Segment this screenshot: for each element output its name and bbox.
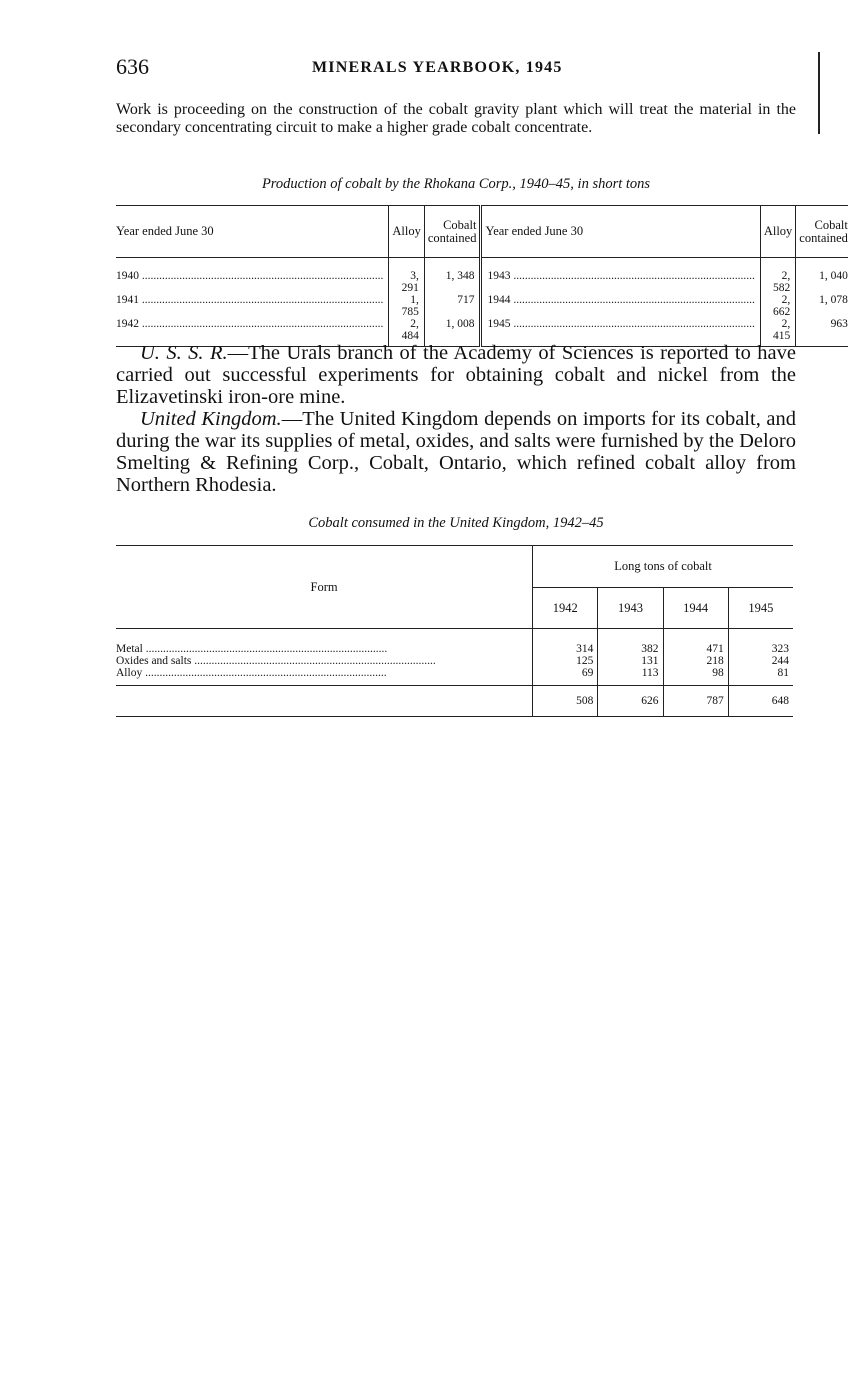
cobalt-cell: 963 bbox=[796, 318, 848, 347]
country-heading: United Kingdom. bbox=[140, 408, 282, 430]
paragraph-text: —The Urals branch of the Academy of Sciences is reported to have carried out successful experiments for obtaining cobalt and nickel from the Elizavetinski iron-ore mine. bbox=[116, 342, 797, 408]
column-header-alloy: Alloy bbox=[389, 206, 424, 258]
leader-dots bbox=[510, 270, 754, 282]
year-label: 1942 bbox=[116, 318, 139, 330]
table-header-row bbox=[116, 546, 793, 588]
value-cell: 218 bbox=[663, 655, 728, 667]
value-cell: 113 bbox=[598, 667, 663, 686]
table-2-caption: Cobalt consumed in the United Kingdom, 1942–45 bbox=[308, 515, 604, 531]
column-header-year: 1944 bbox=[663, 588, 728, 629]
cobalt-cell: 1, 348 bbox=[424, 258, 481, 295]
total-label-cell bbox=[116, 686, 533, 717]
year-cell bbox=[481, 294, 760, 318]
value-cell: 244 bbox=[728, 655, 793, 667]
table-row bbox=[116, 655, 793, 667]
column-header-year: 1945 bbox=[728, 588, 793, 629]
page-header bbox=[116, 54, 796, 84]
column-header-alloy: Alloy bbox=[760, 206, 795, 258]
country-heading: U. S. S. R. bbox=[140, 342, 228, 364]
year-label: 1940 bbox=[116, 270, 139, 282]
column-header-cobalt: Cobalt contained bbox=[796, 206, 848, 258]
value-cell: 98 bbox=[663, 667, 728, 686]
leader-dots bbox=[139, 270, 383, 282]
value-cell: 323 bbox=[728, 629, 793, 656]
year-label: 1944 bbox=[487, 294, 511, 306]
total-cell: 508 bbox=[533, 686, 598, 717]
table-row bbox=[116, 667, 793, 686]
total-cell: 787 bbox=[663, 686, 728, 717]
leader-dots bbox=[143, 643, 387, 655]
value-cell: 69 bbox=[533, 667, 598, 686]
table-row bbox=[116, 294, 848, 318]
leader-dots bbox=[139, 318, 383, 330]
table-total-row bbox=[116, 686, 793, 717]
alloy-cell: 2, 415 bbox=[760, 318, 795, 347]
cobalt-cell: 717 bbox=[424, 294, 481, 318]
total-cell: 626 bbox=[598, 686, 663, 717]
total-cell: 648 bbox=[728, 686, 793, 717]
column-header-year: Year ended June 30 bbox=[116, 206, 389, 258]
table-1-caption: Production of cobalt by the Rhokana Corp., 1940–45, in short tons bbox=[261, 176, 651, 192]
leader-dots bbox=[139, 294, 383, 306]
alloy-cell: 2, 484 bbox=[389, 318, 424, 347]
column-header-year: 1942 bbox=[533, 588, 598, 629]
cobalt-cell: 1, 040 bbox=[796, 258, 848, 295]
table-row bbox=[116, 629, 793, 656]
year-label: 1945 bbox=[487, 318, 511, 330]
paragraph-gravity-plant: Work is proceeding on the construction of the cobalt gravity plant which will treat the material in the secondary concentrating circuit to make a higher grade cobalt concentrate. bbox=[116, 101, 796, 136]
value-cell: 382 bbox=[598, 629, 663, 656]
form-label: Alloy bbox=[116, 667, 143, 679]
value-cell: 131 bbox=[598, 655, 663, 667]
year-cell bbox=[116, 294, 389, 318]
cobalt-cell: 1, 078 bbox=[796, 294, 848, 318]
cobalt-cell: 1, 008 bbox=[424, 318, 481, 347]
paragraph-ussr bbox=[116, 342, 796, 408]
leader-dots bbox=[510, 294, 754, 306]
column-header-year: Year ended June 30 bbox=[481, 206, 760, 258]
alloy-cell: 1, 785 bbox=[389, 294, 424, 318]
year-label: 1943 bbox=[487, 270, 511, 282]
alloy-cell: 3, 291 bbox=[389, 258, 424, 295]
form-cell bbox=[116, 629, 533, 656]
rhokana-production-table bbox=[116, 205, 848, 347]
paragraph-united-kingdom bbox=[116, 408, 796, 496]
column-header-year: 1943 bbox=[598, 588, 663, 629]
leader-dots bbox=[142, 667, 386, 679]
value-cell: 81 bbox=[728, 667, 793, 686]
value-cell: 471 bbox=[663, 629, 728, 656]
running-title: MINERALS YEARBOOK, 1945 bbox=[312, 59, 563, 76]
column-header-cobalt: Cobalt contained bbox=[424, 206, 481, 258]
paragraph-text: —The United Kingdom depends on imports for its cobalt, and during the war its supplies of metal, oxides, and salts were furnished by the Deloro Smelting & Refining Corp., Cobalt, Ontario, which refined cobalt alloy from Northern Rhodesia. bbox=[116, 408, 797, 496]
value-cell: 125 bbox=[533, 655, 598, 667]
form-label: Oxides and salts bbox=[116, 655, 192, 667]
form-cell bbox=[116, 667, 533, 686]
column-header-form: Form bbox=[116, 546, 533, 629]
uk-cobalt-consumption-table bbox=[116, 545, 793, 717]
alloy-cell: 2, 662 bbox=[760, 294, 795, 318]
leader-dots bbox=[191, 655, 435, 667]
value-cell: 314 bbox=[533, 629, 598, 656]
year-cell bbox=[481, 258, 760, 295]
alloy-cell: 2, 582 bbox=[760, 258, 795, 295]
year-label: 1941 bbox=[116, 294, 139, 306]
year-cell bbox=[116, 258, 389, 295]
form-cell bbox=[116, 655, 533, 667]
leader-dots bbox=[510, 318, 754, 330]
table-header-row bbox=[116, 206, 848, 258]
form-label: Metal bbox=[116, 643, 143, 655]
table-row bbox=[116, 258, 848, 295]
margin-rule bbox=[818, 52, 820, 134]
column-group-header: Long tons of cobalt bbox=[533, 546, 793, 588]
page-number: 636 bbox=[116, 54, 149, 79]
